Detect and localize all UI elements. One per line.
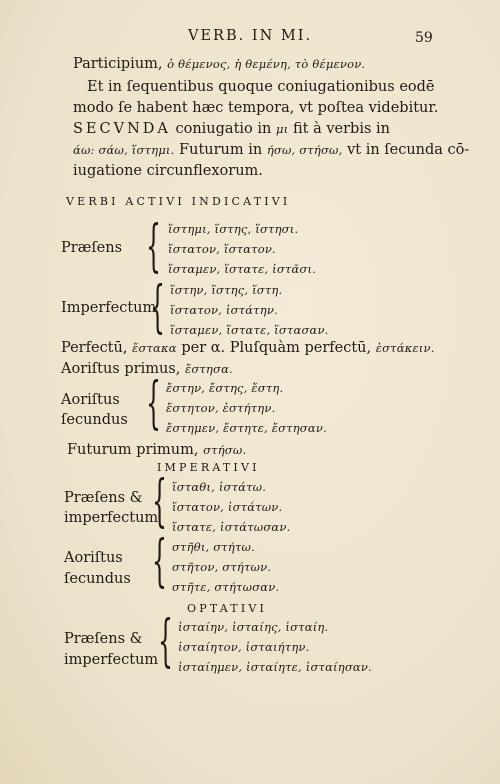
brace-praesens: { — [146, 214, 161, 279]
aorist-primus-label: Aoriſtus primus, — [61, 361, 181, 377]
intro-line-2: Et in ſequentibus quoque coniugationibus eodē — [87, 79, 435, 95]
brace-imp-aorist: { — [152, 529, 167, 594]
imp-aor-form-1: στῆθι, στήτω. — [172, 540, 255, 554]
intro-line-1 — [73, 56, 365, 72]
praesens-label: Præſens — [61, 240, 123, 256]
imperf-form-2: ἵστατον, ἱστάτην. — [170, 303, 278, 317]
perfectum-label: Perfectū, — [61, 340, 128, 356]
participium-greek: ὁ θέμενος, ἡ θεμένη, τὸ θέμενον. — [167, 57, 366, 71]
intro-greek-verbs: άω: σάω, ἵστημι. — [73, 143, 175, 157]
plusquam-label: per α. Pluſquàm perfectū, — [181, 340, 372, 356]
opt-form-2: ἱσταίητον, ἱσταιήτην. — [178, 640, 310, 654]
brace-imp-praesens: { — [152, 469, 167, 534]
heading-optative: OPTATIVI — [187, 602, 268, 615]
opt-label-2: imperfectum — [64, 652, 159, 668]
intro-line-5 — [73, 142, 469, 158]
opt-label-1: Præſens & — [64, 631, 143, 647]
praesens-form-2: ἵστατον, ἵστατον. — [168, 242, 276, 256]
imp-praesens-label-1: Præſens & — [64, 490, 143, 506]
brace-imperfectum: { — [150, 275, 165, 340]
running-title: VERB. IN MI. — [188, 28, 313, 44]
aorist-secundus-label-2: ſecundus — [61, 412, 128, 428]
page-number: 59 — [415, 30, 433, 46]
intro-line-4 — [73, 121, 390, 137]
futurum-line — [67, 442, 246, 458]
futurum-text: Futurum in — [179, 142, 263, 158]
futurum-greek: ήσω, στήσω, — [266, 143, 343, 157]
opt-form-3: ἱσταίημεν, ἱσταίητε, ἱσταίησαν. — [178, 660, 372, 674]
imp-pres-form-1: ἵσταθι, ἱστάτω. — [172, 480, 267, 494]
imp-pres-form-3: ἵστατε, ἱστάτωσαν. — [172, 520, 291, 534]
imperf-form-1: ἵστην, ἵστης, ἵστη. — [170, 283, 283, 297]
imp-aor-form-3: στῆτε, στήτωσαν. — [172, 580, 280, 594]
imp-aor-form-2: στῆτον, στήτων. — [172, 560, 272, 574]
intro-line-6: iugatione circunflexorum. — [73, 163, 263, 179]
intro-line-5-end: vt in ſecunda cō- — [347, 142, 470, 158]
secunda-caps: SECVNDA — [73, 121, 171, 137]
plusquam-greek: ἑστάκειν. — [375, 341, 435, 355]
imp-aorist-label-2: ſecundus — [64, 571, 131, 587]
participium-label: Participium, — [73, 56, 163, 72]
intro-line-3: modo ſe habent hæc tempora, vt poſtea videbitur. — [73, 100, 439, 116]
praesens-form-1: ἵστημι, ἵστης, ἵστησι. — [168, 222, 299, 236]
heading-indicative: VERBI ACTIVI INDICATIVI — [66, 195, 291, 208]
praesens-form-3: ἵσταμεν, ἵστατε, ἱστᾶσι. — [168, 262, 317, 276]
perfectum-greek: ἕστακα — [132, 341, 177, 355]
imperf-form-3: ἵσταμεν, ἵστατε, ἵστασαν. — [170, 323, 329, 337]
brace-aorist-secundus: { — [146, 371, 161, 436]
imp-pres-form-2: ἵστατον, ἱστάτων. — [172, 500, 283, 514]
imp-aorist-label-1: Aoriſtus — [64, 550, 123, 566]
aor2-form-2: ἔστητον, ἐστήτην. — [166, 401, 276, 415]
perfectum-line — [61, 340, 435, 356]
aor2-form-1: ἔστην, ἔστης, ἔστη. — [166, 381, 284, 395]
intro-line-4-end: fit à verbis in — [292, 121, 390, 137]
intro-line-4-text: coniugatio in — [175, 121, 272, 137]
heading-imperative: IMPERATIVI — [157, 461, 260, 474]
aor2-form-3: ἔστημεν, ἔστητε, ἔστησαν. — [166, 421, 327, 435]
brace-optative: { — [158, 609, 173, 674]
imperfectum-label: Imperfectum — [61, 300, 157, 316]
opt-form-1: ἱσταίην, ἱσταίης, ἱσταίη. — [178, 620, 329, 634]
futurum-label: Futurum primum, — [67, 442, 199, 458]
futurum-primum-greek: στήσω. — [203, 443, 247, 457]
mi-greek: μι — [275, 122, 289, 136]
aorist-secundus-label-1: Aoriſtus — [61, 392, 120, 408]
aorist-primus-greek: ἔστησα. — [184, 362, 233, 376]
imp-praesens-label-2: imperfectum — [64, 510, 159, 526]
